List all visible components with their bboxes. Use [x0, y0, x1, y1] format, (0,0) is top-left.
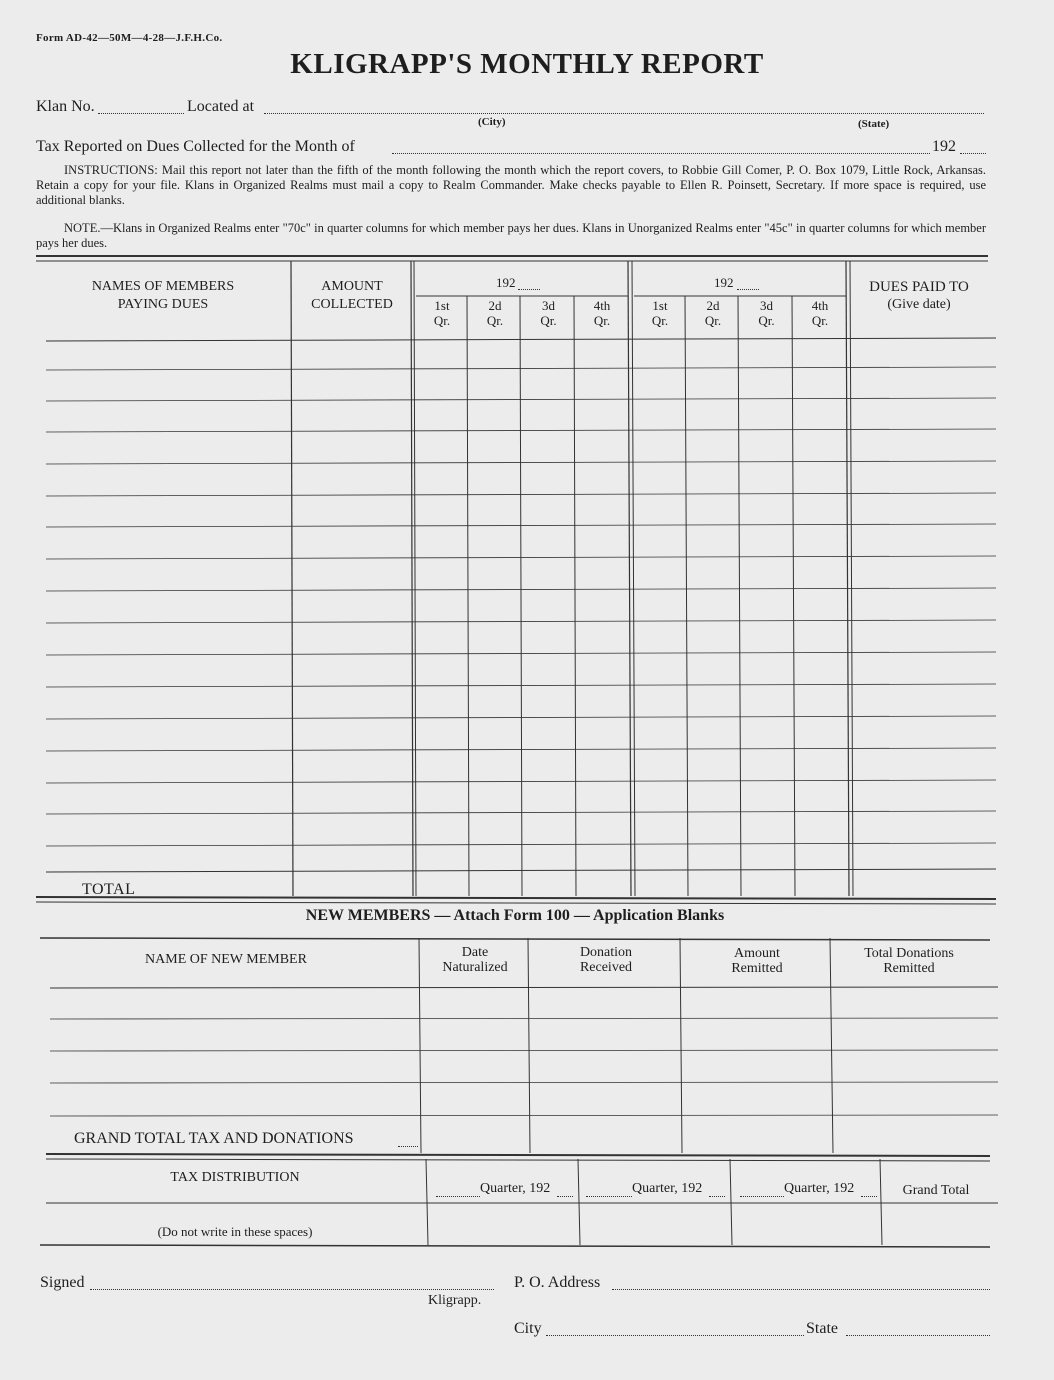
- col-header-amount-line1: AMOUNT: [321, 279, 383, 294]
- po-address-label: P. O. Address: [514, 1274, 601, 1291]
- tax-distribution-label: TAX DISTRIBUTION: [170, 1170, 300, 1185]
- located-at-label: Located at: [187, 98, 255, 115]
- col-header-donation-line2: Received: [579, 960, 633, 975]
- quarter-num: 3d: [542, 298, 555, 313]
- quarter-1-field[interactable]: [436, 1196, 480, 1197]
- col-header-dues-line1: DUES PAID TO: [869, 279, 969, 295]
- state-field[interactable]: [846, 1335, 990, 1336]
- grand-total-label: GRAND TOTAL TAX AND DONATIONS: [74, 1130, 354, 1147]
- signed-label: Signed: [40, 1274, 85, 1291]
- year-a-label: 192: [496, 275, 516, 290]
- quarter-num: 2d: [706, 298, 720, 313]
- state-caption: (State): [858, 118, 890, 130]
- grand-total-leader: [398, 1146, 418, 1147]
- col-header-date-line1: Date: [461, 945, 489, 960]
- quarter-abbr: Qr.: [758, 313, 775, 328]
- city-label: City: [514, 1320, 542, 1337]
- col-header-total-donations: [833, 946, 985, 976]
- city-field[interactable]: [546, 1335, 804, 1336]
- col-header-amount-remitted: [682, 946, 832, 976]
- col-header-amount-line2: Remitted: [731, 961, 783, 976]
- quarter-abbr: Qr.: [704, 313, 722, 328]
- kligrapp-label: Kligrapp.: [428, 1293, 482, 1308]
- col-header-date-naturalized: [421, 945, 529, 975]
- year-prefix: 192: [932, 138, 956, 155]
- col-header-total-line2: Remitted: [883, 961, 935, 976]
- col-header-names-line1: NAMES OF MEMBERS: [91, 279, 235, 294]
- quarter-3-field[interactable]: [740, 1196, 784, 1197]
- col-header-amount-line1: Amount: [734, 946, 780, 961]
- quarter-abbr: Qr.: [811, 313, 829, 328]
- quarter-1-year-field[interactable]: [557, 1196, 573, 1197]
- year-b-label: 192: [714, 275, 734, 290]
- quarter-abbr: Qr.: [651, 313, 669, 328]
- tax-quarter-2: Quarter, 192: [632, 1181, 703, 1196]
- quarter-num: 1st: [434, 298, 450, 313]
- quarter-num: 1st: [652, 298, 668, 313]
- col-header-dues-line2: (Give date): [887, 297, 951, 312]
- tax-distribution-note: (Do not write in these spaces): [157, 1224, 313, 1239]
- col-header-donation-received: [530, 945, 682, 975]
- city-caption: (City): [478, 116, 506, 128]
- total-label: TOTAL: [82, 881, 136, 898]
- form-id: Form AD-42—50M—4-28—J.F.H.Co.: [36, 32, 223, 44]
- tax-grand-total: Grand Total: [902, 1183, 970, 1198]
- quarter-num: 4th: [811, 298, 829, 313]
- po-address-field[interactable]: [612, 1289, 990, 1290]
- tax-quarter-1: Quarter, 192: [480, 1181, 551, 1196]
- klan-no-label: Klan No.: [36, 98, 95, 115]
- quarter-3-year-field[interactable]: [861, 1196, 877, 1197]
- instructions-paragraph: INSTRUCTIONS: Mail this report not later than the fifth of the month following the month which the report covers, to Robbie Gill Comer, P. O. Box 1079, Little Rock, Arkansas. Retain a copy for your file. Klans in Organized Realms must mail a copy to Realm Commander. Make checks payable to Ellen R. Poinsett, Secretary. If more space is required, use additional blanks.: [36, 163, 986, 207]
- quarter-2-year-field[interactable]: [709, 1196, 725, 1197]
- tax-quarter-3: Quarter, 192: [784, 1181, 855, 1196]
- page-title: KLIGRAPP'S MONTHLY REPORT: [290, 48, 764, 80]
- signature-field[interactable]: [90, 1289, 494, 1290]
- quarter-abbr: Qr.: [486, 313, 504, 328]
- quarter-num: 4th: [593, 298, 611, 313]
- quarter-abbr: Qr.: [540, 313, 557, 328]
- state-label: State: [806, 1320, 838, 1337]
- note-paragraph: NOTE.—Klans in Organized Realms enter "70c" in quarter columns for which member pays her dues. Klans in Unorganized Realms enter "45c" in quarter columns for which member pays her dues.: [36, 221, 986, 250]
- tax-reported-label: Tax Reported on Dues Collected for the Month of: [36, 138, 355, 155]
- quarter-2-field[interactable]: [586, 1196, 632, 1197]
- col-header-donation-line1: Donation: [579, 945, 633, 960]
- new-members-heading: NEW MEMBERS — Attach Form 100 — Application Blanks: [305, 907, 725, 924]
- quarter-abbr: Qr.: [593, 313, 611, 328]
- col-header-amount-line2: COLLECTED: [311, 297, 393, 312]
- quarter-num: 2d: [488, 298, 502, 313]
- col-header-total-line1: Total Donations: [864, 946, 954, 961]
- col-header-date-line2: Naturalized: [442, 960, 508, 975]
- col-header-new-member-name: NAME OF NEW MEMBER: [145, 952, 307, 967]
- quarter-num: 3d: [760, 298, 773, 313]
- quarter-abbr: Qr.: [433, 313, 451, 328]
- col-header-names-line2: PAYING DUES: [117, 297, 209, 312]
